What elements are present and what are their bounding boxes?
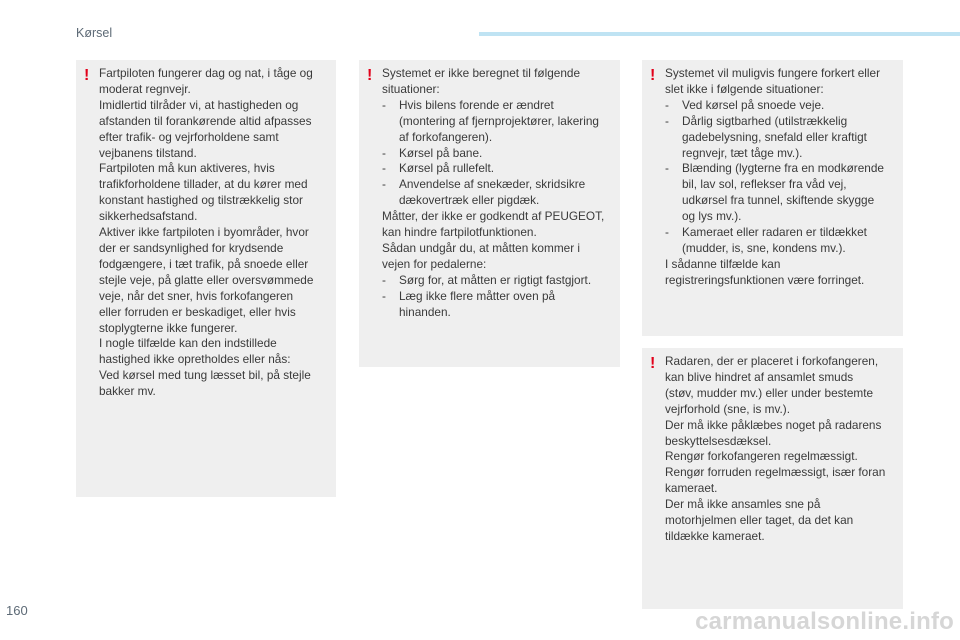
list-item: [665, 98, 897, 114]
text-line: I sådanne tilfælde kan: [665, 256, 781, 271]
text-line: kan blive hindret af ansamlet smuds: [665, 369, 854, 384]
text-line: Radaren, der er placeret i forkofangeren,: [665, 354, 879, 368]
warning-box-cruise-control: [76, 60, 336, 497]
warning-icon: !: [84, 67, 90, 84]
text-line: Der må ikke påklæbes noget på radarens: [665, 417, 882, 432]
list-item: [382, 289, 614, 321]
dash-bullet: -: [382, 288, 386, 303]
text-line: Rengør forkofangeren regelmæssigt.: [665, 449, 858, 464]
text-line: bakker mv.: [99, 384, 156, 399]
text-line: slet ikke i følgende situationer:: [665, 81, 824, 96]
header-accent-bar: [479, 32, 960, 36]
text-line: Fartpiloten må kun aktiveres, hvis: [99, 161, 275, 176]
text-line: Måtter, der ikke er godkendt af PEUGEOT,: [382, 209, 605, 224]
list-item: [665, 114, 897, 162]
list-item: [665, 161, 897, 225]
list-item-text: Læg ikke flere måtter oven på: [399, 288, 556, 303]
warning-box-radar-camera: [642, 348, 903, 609]
list-item-text: (montering af fjernprojektører, lakering: [399, 113, 599, 128]
dash-bullet: -: [665, 113, 669, 128]
text-line: veje, når det sner, hvis forkofangeren: [99, 288, 294, 303]
text-line: efter trafik- og vejrforholdene samt: [99, 129, 279, 144]
list-item: [665, 225, 897, 257]
list-item-text: udkørsel fra tunnel, skiftende skygge: [682, 193, 875, 208]
text-line: stejle veje, på glatte eller oversvømmede: [99, 272, 314, 287]
list-item: [382, 161, 614, 177]
text-line: kan hindre fartpilotfunktionen.: [382, 225, 537, 240]
list-item-text: bil, lav sol, reflekser fra våd vej,: [682, 177, 847, 192]
text-line: der er sandsynlighed for krydsende: [99, 240, 284, 255]
text-line: registreringsfunktionen være forringet.: [665, 272, 865, 287]
list-item-text: Anvendelse af snekæder, skridsikre: [399, 177, 586, 192]
text-line: Fartpiloten fungerer dag og nat, i tåge og: [99, 66, 313, 80]
page-number: 160: [6, 603, 28, 618]
list-item-text: Kameraet eller radaren er tildækket: [682, 225, 867, 240]
section-title: Kørsel: [76, 26, 113, 40]
text-line: moderat regnvejr.: [99, 81, 191, 96]
text-line: trafikforholdene tillader, at du kører med: [99, 177, 308, 192]
text-line: Systemet vil muligvis fungere forkert eller: [665, 66, 881, 80]
text-line: afstanden til forankørende altid afpasses: [99, 113, 312, 128]
dash-bullet: -: [382, 272, 386, 287]
list-item-text: Kørsel på bane.: [399, 145, 483, 160]
warning-text: [99, 66, 330, 400]
dash-bullet: -: [665, 97, 669, 112]
list-item: [382, 177, 614, 209]
list-item: [382, 273, 614, 289]
text-line: eller forruden er beskadiget, eller hvis: [99, 304, 296, 319]
list-item-text: regnvejr, tæt tåge mv.).: [682, 145, 803, 160]
text-line: Systemet er ikke beregnet til følgende: [382, 66, 581, 80]
text-line: (støv, mudder mv.) eller under bestemte: [665, 385, 874, 400]
list-item-text: Dårlig sigtbarhed (utilstrækkelig: [682, 113, 848, 128]
warning-icon: !: [650, 355, 656, 372]
text-line: vejbanens tilstand.: [99, 145, 197, 160]
list-item: [382, 146, 614, 162]
warning-box-degraded-function: [642, 60, 903, 336]
text-line: Der må ikke ansamles sne på: [665, 497, 821, 512]
list-item-text: Blænding (lygterne fra en modkørende: [682, 161, 884, 176]
warning-icon: !: [650, 67, 656, 84]
text-line: vejrforhold (sne, is mv.).: [665, 401, 790, 416]
warning-text: [382, 66, 614, 321]
text-line: Ved kørsel med tung læsset bil, på stejle: [99, 368, 311, 383]
warning-text: [665, 354, 897, 545]
text-line: situationer:: [382, 81, 440, 96]
dash-bullet: -: [382, 97, 386, 112]
dash-bullet: -: [382, 177, 386, 192]
list-item: [382, 98, 614, 146]
list-item-text: Kørsel på rullefelt.: [399, 161, 495, 176]
text-line: I nogle tilfælde kan den indstillede: [99, 336, 277, 351]
text-line: Imidlertid tilråder vi, at hastigheden og: [99, 97, 299, 112]
dash-bullet: -: [382, 161, 386, 176]
warning-icon: !: [367, 67, 373, 84]
list-item-text: Sørg for, at måtten er rigtigt fastgjort.: [399, 272, 592, 287]
dash-bullet: -: [665, 225, 669, 240]
list-item-text: hinanden.: [399, 304, 451, 319]
text-line: stoplygterne ikke fungerer.: [99, 320, 238, 335]
text-line: motorhjelmen eller taget, da det kan: [665, 513, 854, 528]
text-line: hastighed ikke opretholdes eller nås:: [99, 352, 291, 367]
dash-bullet: -: [665, 161, 669, 176]
text-line: vejen for pedalerne:: [382, 256, 487, 271]
text-line: Sådan undgår du, at måtten kommer i: [382, 240, 581, 255]
text-line: fodgængere, i tæt trafik, på snoede eller: [99, 256, 309, 271]
list-item-text: og lys mv.).: [682, 209, 742, 224]
warning-text: [665, 66, 897, 289]
text-line: beskyttelsesdæksel.: [665, 433, 772, 448]
text-line: tildække kameraet.: [665, 528, 765, 543]
list-item-text: Hvis bilens forende er ændret: [399, 97, 554, 112]
watermark: carmanualsonline.info: [695, 608, 954, 635]
text-line: konstant hastighed og tilstrækkelig stor: [99, 193, 303, 208]
text-line: kameraet.: [665, 481, 718, 496]
text-line: sikkerhedsafstand.: [99, 209, 198, 224]
list-item-text: af forkofangeren).: [399, 129, 493, 144]
dash-bullet: -: [382, 145, 386, 160]
list-item-text: Ved kørsel på snoede veje.: [682, 97, 825, 112]
text-line: Aktiver ikke fartpiloten i byområder, hvor: [99, 225, 309, 240]
list-item-text: (mudder, is, sne, kondens mv.).: [682, 240, 846, 255]
warning-box-unsuitable-situations: [359, 60, 620, 367]
list-item-text: dækovertræk eller pigdæk.: [399, 193, 540, 208]
list-item-text: gadebelysning, snefald eller kraftigt: [682, 129, 867, 144]
text-line: Rengør forruden regelmæssigt, især foran: [665, 465, 886, 480]
